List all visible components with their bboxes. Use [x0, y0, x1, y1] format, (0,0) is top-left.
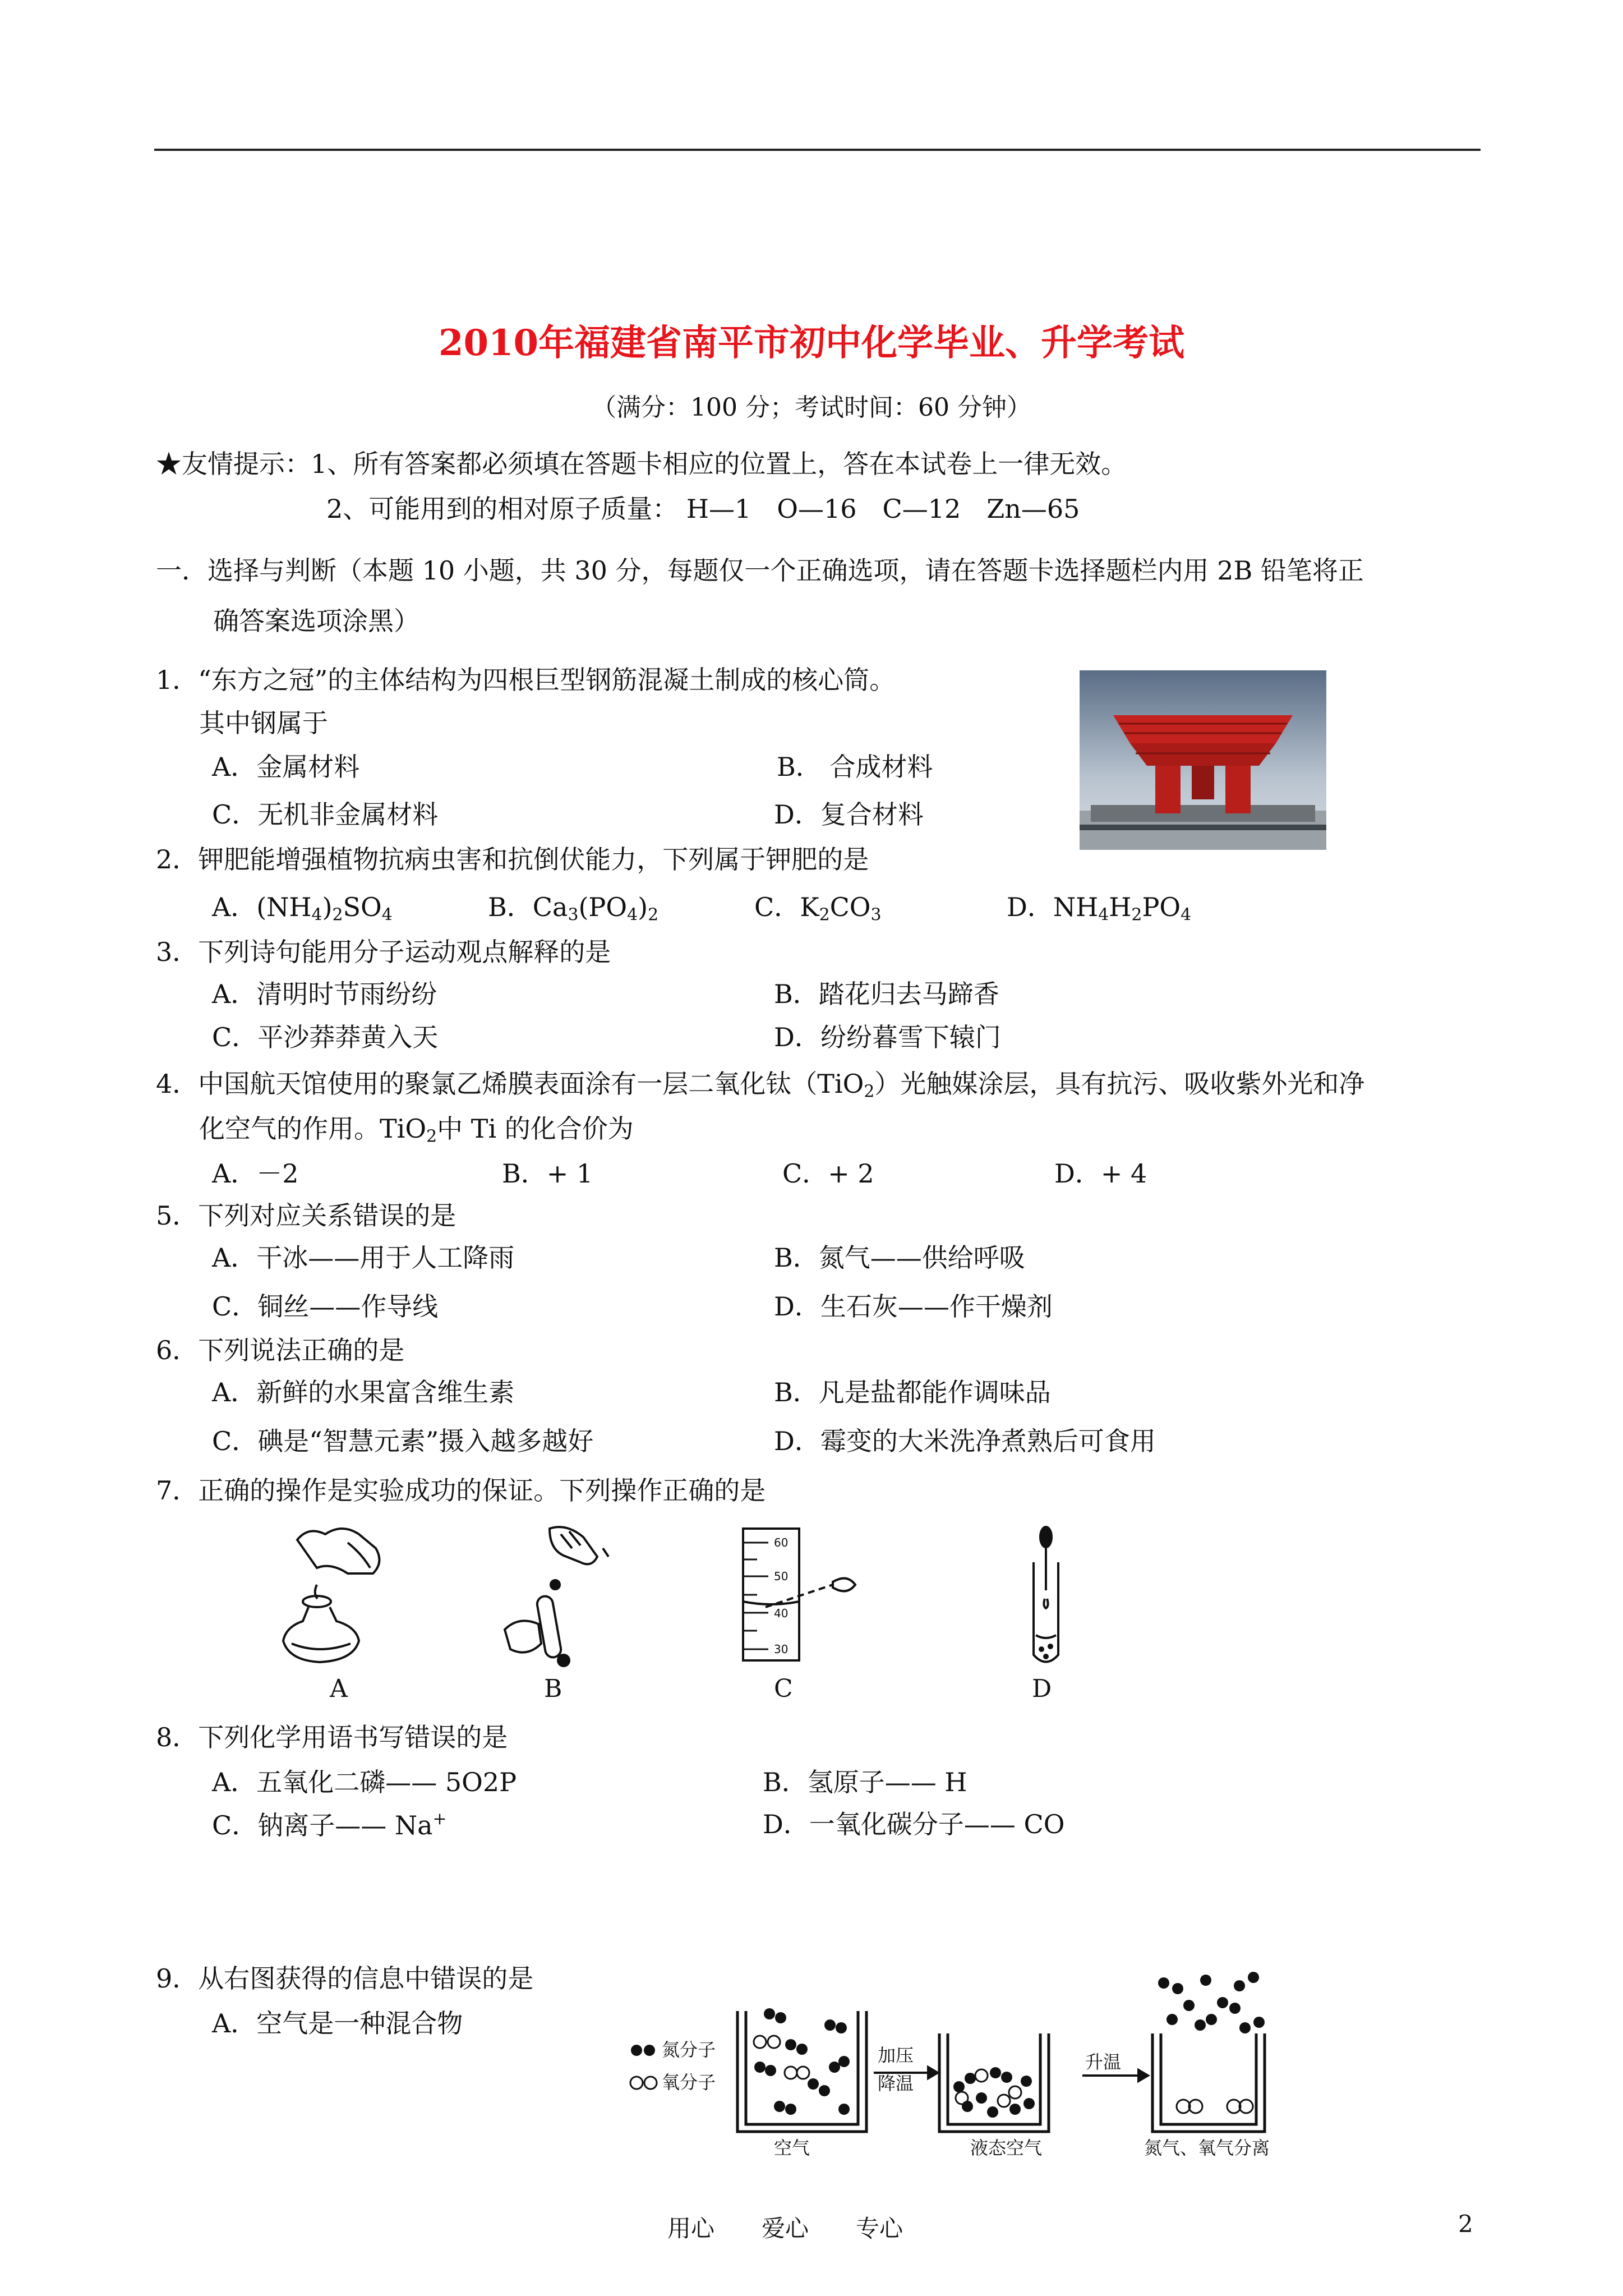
page-title: 2010年福建省南平市初中化学毕业、升学考试 [438, 322, 1185, 364]
q9-stem: 9．从右图获得的信息中错误的是 [156, 1963, 534, 1994]
cyl-tick-50: 50 [774, 1570, 789, 1583]
q6-option-d: D．霉变的大米洗净煮熟后可食用 [774, 1426, 1156, 1456]
q4-stem-2: 化空气的作用。TiO$_2$中 Ti 的化合价为 [199, 1114, 634, 1147]
tip-line-2: 2、可能用到的相对原子质量： H—1 O—16 C—12 Zn—65 [326, 494, 1080, 524]
q6-stem: 6．下列说法正确的是 [156, 1335, 405, 1365]
q5-option-b: B．氮气——供给呼吸 [774, 1243, 1025, 1273]
q7-label-a: A [330, 1674, 348, 1703]
q5-option-c: C．铜丝——作导线 [212, 1291, 439, 1322]
air-separation-diagram [623, 1972, 1295, 2162]
q8-stem: 8．下列化学用语书写错误的是 [156, 1722, 508, 1752]
q7-label-d: D [1032, 1674, 1052, 1703]
q2-option-d: D．$NH_4H_2PO_4$ [1007, 892, 1192, 925]
q1-option-d: D．复合材料 [774, 799, 924, 830]
alcohol-lamp-figure [264, 1523, 415, 1669]
box3-label: 氮气、氧气分离 [1144, 2137, 1270, 2159]
graduated-cylinder-figure [721, 1523, 872, 1669]
footer-text: 用心 爱心 专心 [667, 2215, 903, 2242]
cyl-tick-40: 40 [774, 1607, 789, 1620]
section-heading-2: 确答案选项涂黑） [213, 606, 419, 636]
q7-label-c: C [774, 1674, 793, 1703]
q3-option-c: C．平沙莽莽黄入天 [212, 1022, 439, 1052]
arrow2-label: 升温 [1085, 2051, 1122, 2073]
q2-stem: 2．钾肥能增强植物抗病虫害和抗倒伏能力，下列属于钾肥的是 [156, 844, 869, 875]
q4-option-a: A．－2 [212, 1158, 299, 1189]
q7-stem: 7．正确的操作是实验成功的保证。下列操作正确的是 [156, 1475, 766, 1506]
q9-option-a: A．空气是一种混合物 [212, 2008, 463, 2039]
q3-option-a: A．清明时节雨纷纷 [212, 979, 437, 1009]
page-subtitle: （满分：100 分；考试时间：60 分钟） [592, 393, 1031, 422]
q5-option-a: A．干冰——用于人工降雨 [212, 1243, 515, 1273]
q2-option-a: A．$(NH_4)_2SO_4$ [212, 892, 393, 925]
test-tube-solid-figure [488, 1523, 628, 1669]
legend-nitrogen-label: 氮分子 [662, 2039, 716, 2060]
q4-option-d: D．+ 4 [1054, 1158, 1147, 1189]
q6-option-c: C．碘是“智慧元素”摄入越多越好 [212, 1426, 594, 1456]
q1-stem-2: 其中钢属于 [199, 708, 328, 738]
tip-line-1: ★友情提示：1、所有答案都必须填在答题卡相应的位置上，答在本试卷上一律无效。 [156, 449, 1127, 479]
page-number: 2 [1458, 2210, 1473, 2238]
q5-option-d: D．生石灰——作干燥剂 [774, 1291, 1053, 1322]
q8-option-a: A．五氧化二磷—— 5O2P [212, 1767, 517, 1797]
legend-oxygen-label: 氧分子 [662, 2072, 716, 2093]
q1-option-b: B． 合成材料 [777, 752, 933, 782]
q3-stem: 3．下列诗句能用分子运动观点解释的是 [156, 937, 611, 967]
q3-option-d: D．纷纷暮雪下辕门 [774, 1022, 1001, 1052]
top-rule [154, 149, 1481, 151]
q8-option-d: D．一氧化碳分子—— CO [763, 1809, 1065, 1839]
q4-stem-1: 4．中国航天馆使用的聚氯乙烯膜表面涂有一层二氧化钛（TiO$_2$）光触媒涂层，具有抗污、吸收紫外光和净 [156, 1069, 1365, 1102]
crown-pavilion-photo [1080, 670, 1326, 850]
q6-option-b: B．凡是盐都能作调味品 [774, 1377, 1051, 1407]
section-heading-1: 一．选择与判断（本题 10 小题，共 30 分，每题仅一个正确选项，请在答题卡选择题栏内用 2B 铅笔将正 [156, 555, 1364, 586]
arrow1-top-label: 加压 [878, 2045, 914, 2066]
q1-option-c: C．无机非金属材料 [212, 799, 439, 830]
q1-option-a: A．金属材料 [212, 752, 360, 782]
cyl-tick-60: 60 [774, 1536, 789, 1549]
q8-option-b: B．氢原子—— H [763, 1767, 967, 1797]
q4-option-b: B．+ 1 [502, 1158, 593, 1189]
q2-option-b: B．$Ca_3(PO_4)_2$ [488, 892, 659, 925]
box1-label: 空气 [774, 2137, 810, 2159]
dropper-test-tube-figure [1001, 1523, 1085, 1669]
q8-option-c: C．钠离子—— Na+ [212, 1809, 447, 1841]
q1-stem-1: 1．“东方之冠”的主体结构为四根巨型钢筋混凝土制成的核心筒。 [156, 665, 896, 695]
arrow1-bottom-label: 降温 [878, 2073, 914, 2094]
cyl-tick-30: 30 [774, 1642, 789, 1656]
q6-option-a: A．新鲜的水果富含维生素 [212, 1377, 515, 1407]
q5-stem: 5．下列对应关系错误的是 [156, 1200, 457, 1231]
q4-option-c: C．+ 2 [782, 1158, 874, 1189]
q2-option-c: C．$K_2CO_3$ [754, 892, 882, 925]
q3-option-b: B．踏花归去马蹄香 [774, 979, 999, 1009]
box2-label: 液态空气 [970, 2137, 1043, 2159]
q7-label-b: B [544, 1674, 562, 1703]
